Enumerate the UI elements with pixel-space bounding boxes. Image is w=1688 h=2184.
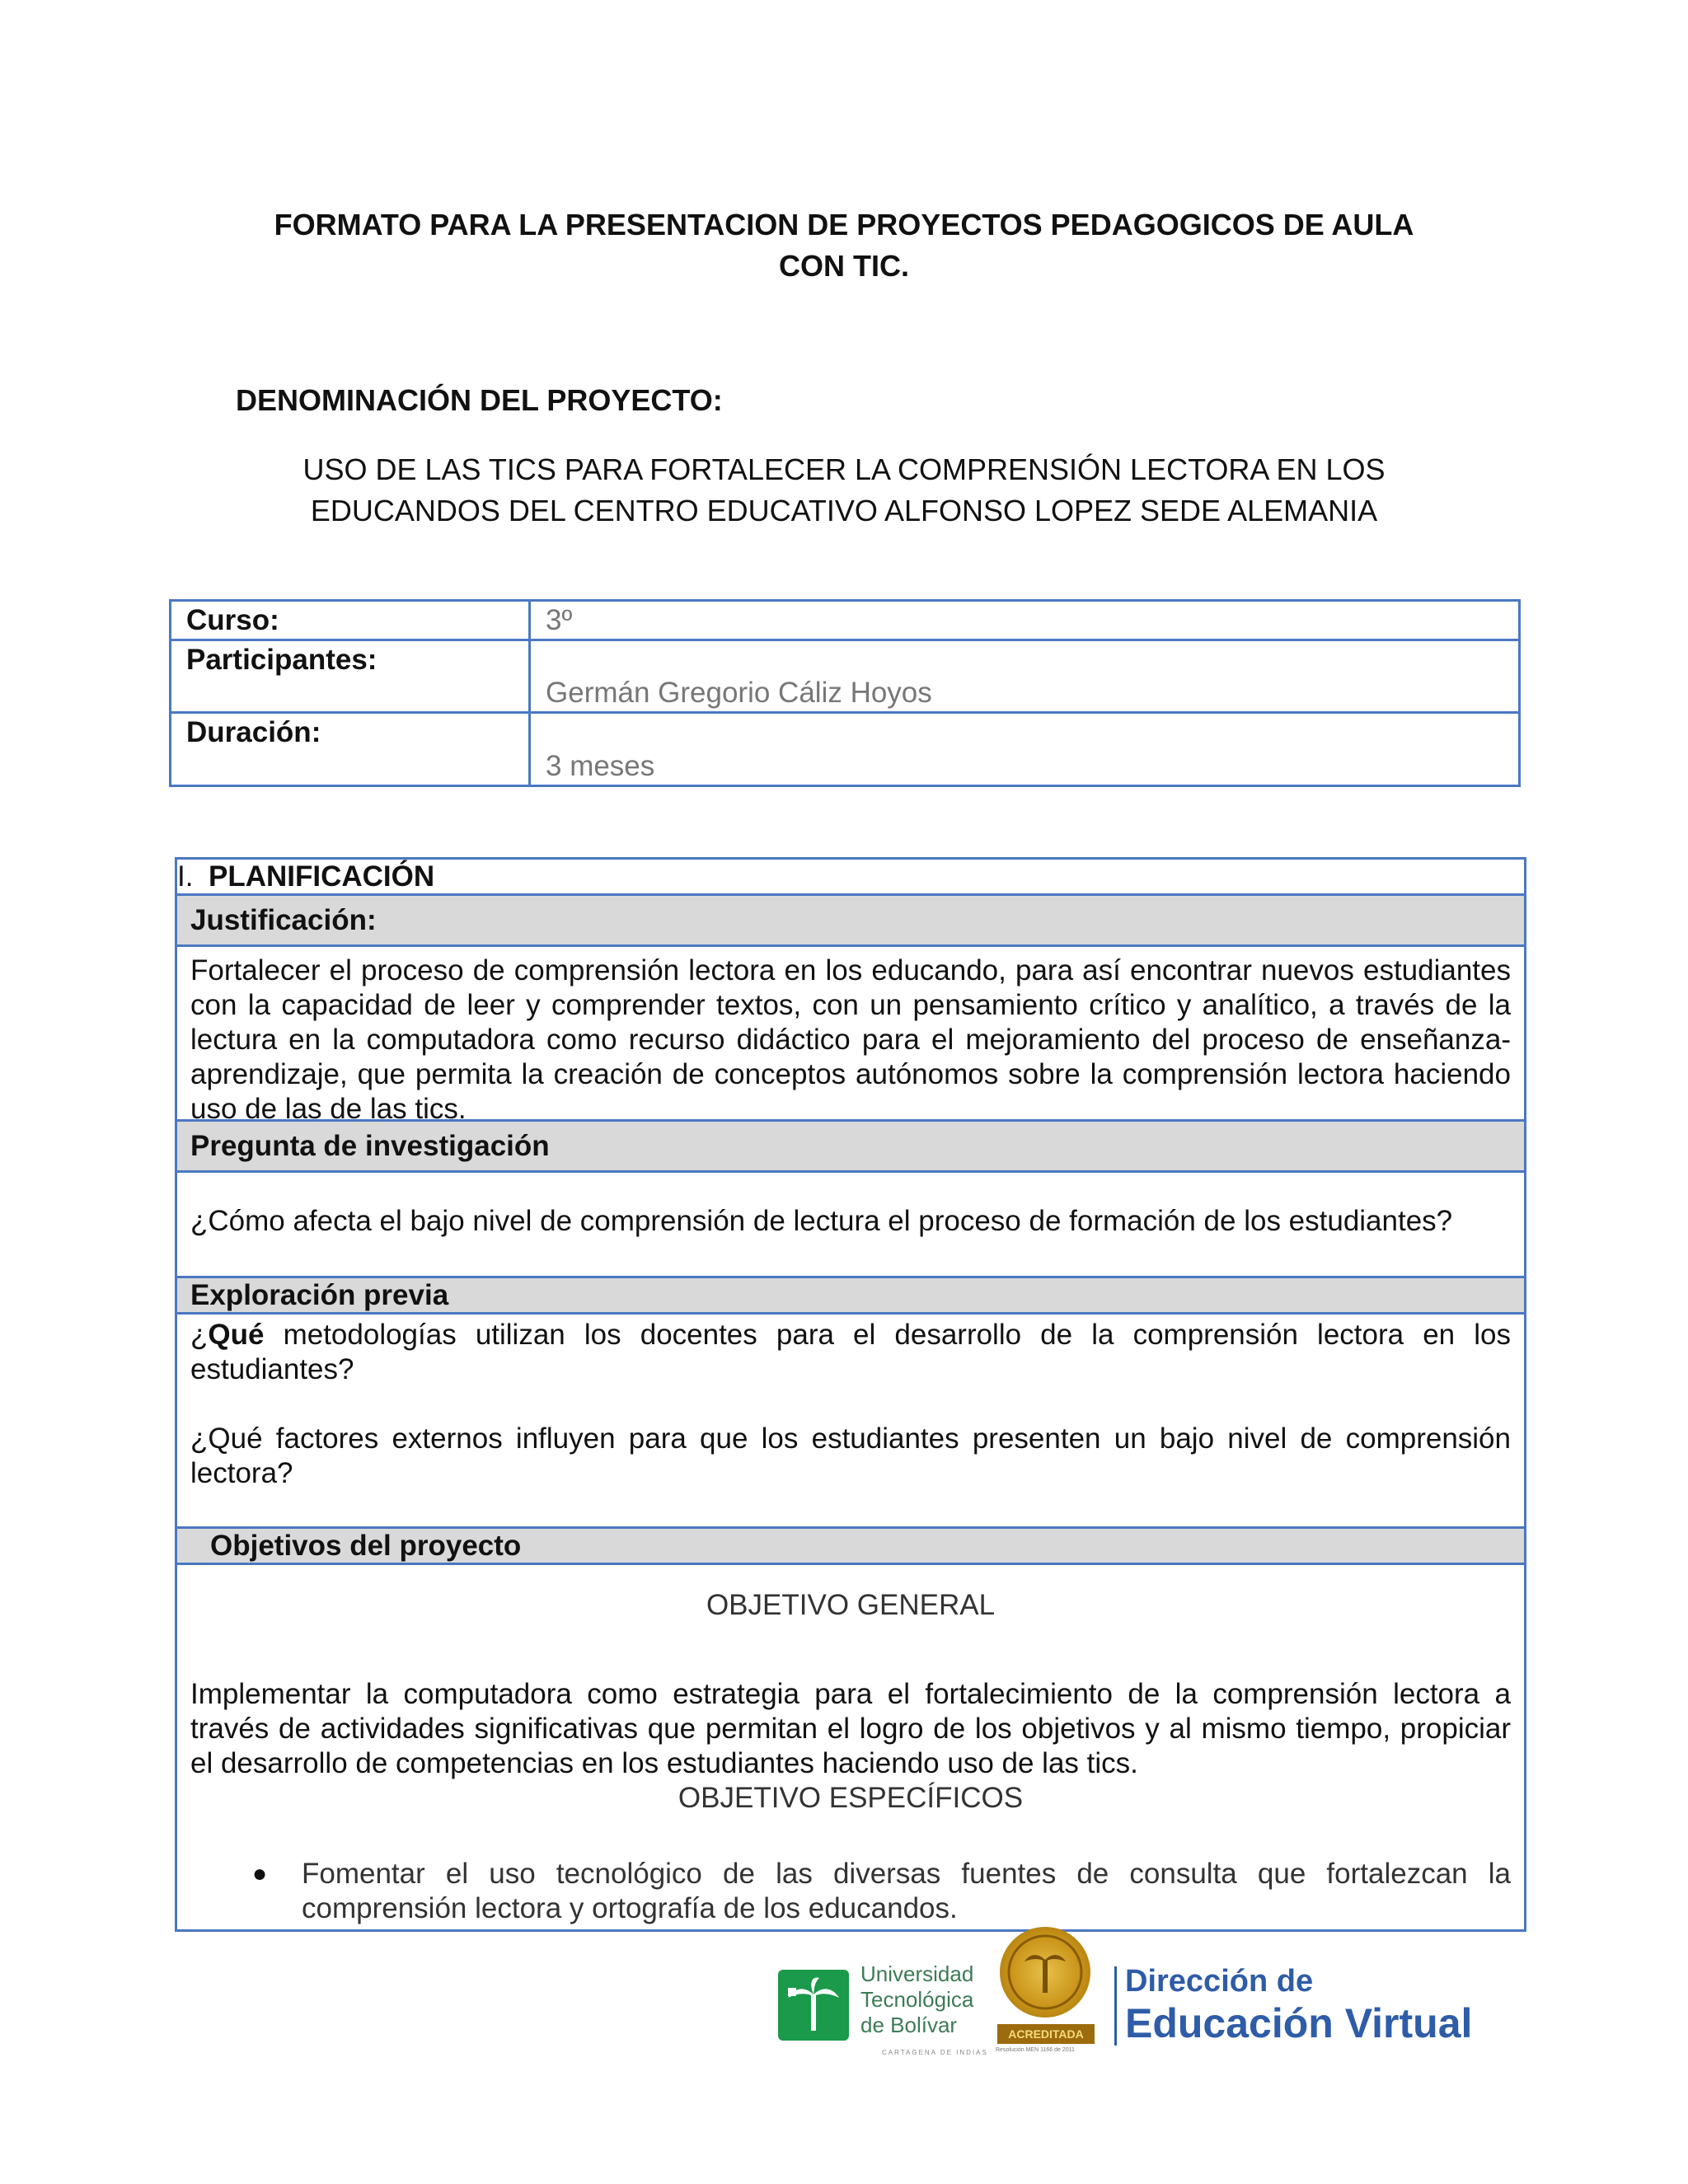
info-row-duration bbox=[171, 714, 1518, 785]
project-name bbox=[0, 449, 1688, 532]
seal-band: ACREDITADA bbox=[997, 2024, 1095, 2044]
section-number: I. bbox=[177, 860, 194, 893]
exploration-q1-rest: metodologías utilizan los docentes para el desarrollo de la comprensión lectora en los estudiantes? bbox=[190, 1319, 1511, 1385]
research-question-header: Pregunta de investigación bbox=[177, 1122, 1524, 1173]
seal-resolution: Resolución MEN 1166 de 2011 bbox=[996, 2047, 1075, 2053]
exploration-q1-prefix: ¿ bbox=[190, 1319, 209, 1351]
general-objective-heading: OBJETIVO GENERAL bbox=[706, 1589, 996, 1621]
justification-header: Justificación: bbox=[177, 896, 1524, 947]
exploration-header: Exploración previa bbox=[177, 1278, 1524, 1315]
spacer bbox=[190, 1816, 1511, 1857]
utb-city: CARTAGENA DE INDIAS bbox=[882, 2049, 988, 2056]
project-name-line-2: EDUCANDOS DEL CENTRO EDUCATIVO ALFONSO LOPEZ SEDE ALEMANIA bbox=[310, 494, 1378, 527]
exploration-q1-bold: Qué bbox=[208, 1319, 265, 1351]
exploration-body bbox=[177, 1315, 1524, 1529]
exploration-question-2: ¿Qué factores externos influyen para que los estudiantes presenten un bajo nivel de comprensión lectora? bbox=[190, 1422, 1511, 1489]
specific-objectives-heading: OBJETIVO ESPECÍFICOS bbox=[678, 1782, 1024, 1814]
objectives-body bbox=[177, 1565, 1524, 1929]
general-objective-text: Implementar la computadora como estrategia para el fortalecimiento de la comprensión lectora a través de actividades significativas que permitan el logro de los objetivos y al mismo tiempo, propiciar el desarrollo de competencias en los estudiantes haciendo uso de las tics. bbox=[190, 1678, 1511, 1779]
divider bbox=[1114, 1966, 1117, 2046]
specific-objective-1: Fomentar el uso tecnológico de las diversas fuentes de consulta que fortalezcan la comprensión lectora y ortografía de los educandos. bbox=[302, 1858, 1511, 1924]
info-table bbox=[169, 599, 1521, 787]
accreditation-seal-icon bbox=[1000, 1927, 1090, 2018]
research-question-text: ¿Cómo afecta el bajo nivel de comprensión de lectura el proceso de formación de los estudiantes? bbox=[177, 1173, 1524, 1278]
list-item bbox=[190, 1857, 1511, 1926]
direction-line-2: Educación Virtual bbox=[1125, 2000, 1473, 2046]
duration-label: Duración: bbox=[171, 714, 531, 785]
duration-value: 3 meses bbox=[546, 750, 655, 782]
footer-logos bbox=[775, 1927, 1681, 2067]
palm-tree-logo-icon bbox=[778, 1970, 849, 2041]
utb-line-1: Universidad bbox=[860, 1961, 974, 1986]
document-title bbox=[0, 204, 1688, 287]
project-name-line-1: USO DE LAS TICS PARA FORTALECER LA COMPRENSIÓN LECTORA EN LOS bbox=[302, 452, 1386, 486]
title-line-1: FORMATO PARA LA PRESENTACION DE PROYECTOS PEDAGOGICOS DE AULA bbox=[274, 208, 1414, 241]
utb-line-2: Tecnológica bbox=[860, 1987, 974, 2012]
planning-section-header bbox=[177, 860, 1524, 896]
justification-text: Fortalecer el proceso de comprensión lectora en los educando, para así encontrar nuevos estudiantes con la capacidad de leer y comprender textos, con un pensamiento crítico y analítico, a través de la lectura en la computadora como recurso didáctico para el mejoramiento del proceso de enseñanza-aprendizaje, que permita la creación de conceptos autónomos sobre la comprensión lectora haciendo uso de las de las tics. bbox=[177, 947, 1524, 1122]
utb-name bbox=[860, 1961, 973, 2038]
section-title: PLANIFICACIÓN bbox=[209, 860, 435, 893]
spacer bbox=[190, 1623, 1511, 1677]
info-row-course bbox=[171, 602, 1518, 641]
participants-label: Participantes: bbox=[171, 641, 531, 711]
bullet-icon: ● bbox=[252, 1860, 268, 1887]
exploration-question-1 bbox=[190, 1318, 1511, 1387]
direction-line-1: Dirección de bbox=[1125, 1964, 1314, 1999]
palm-tree-icon bbox=[778, 1970, 849, 2041]
utb-line-3: de Bolívar bbox=[860, 2013, 958, 2037]
info-row-participants bbox=[171, 641, 1518, 714]
seal-palm-icon bbox=[1000, 1927, 1090, 2018]
participants-value: Germán Gregorio Cáliz Hoyos bbox=[546, 677, 932, 709]
planning-table bbox=[175, 857, 1526, 1932]
denomination-label: DENOMINACIÓN DEL PROYECTO: bbox=[236, 383, 723, 417]
spacer bbox=[190, 1387, 1511, 1422]
title-line-2: CON TIC. bbox=[779, 249, 909, 283]
objectives-header: Objetivos del proyecto bbox=[177, 1529, 1524, 1565]
course-value: 3º bbox=[546, 604, 573, 636]
course-label: Curso: bbox=[171, 602, 531, 639]
